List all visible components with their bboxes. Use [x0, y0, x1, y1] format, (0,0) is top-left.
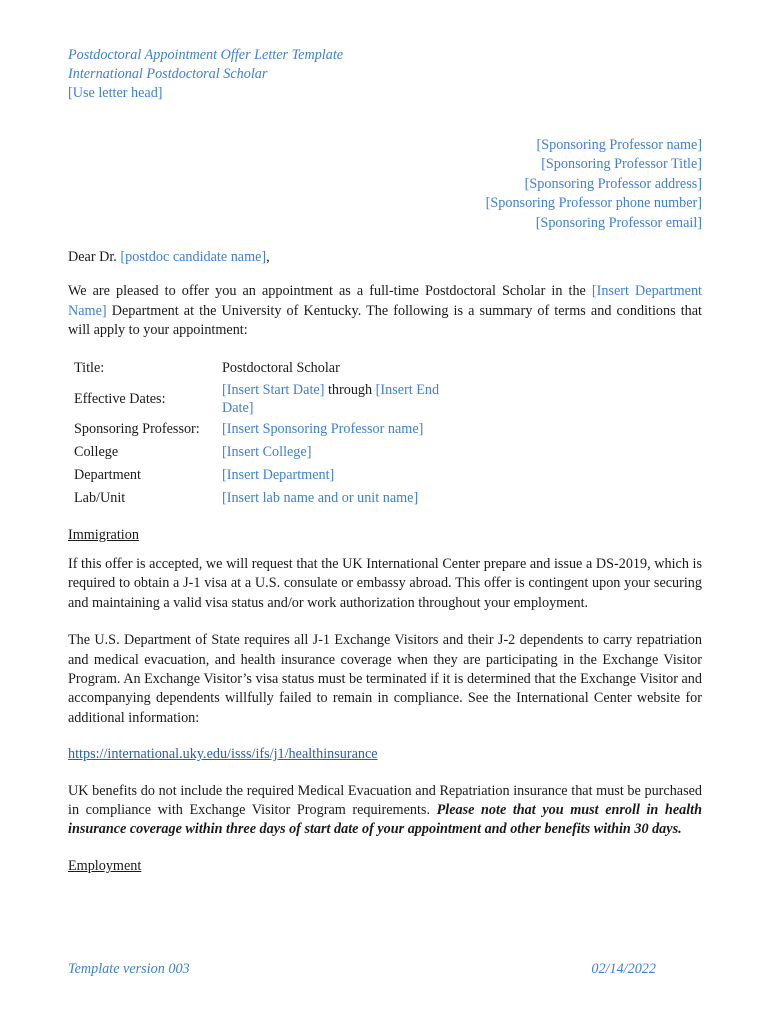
- end-date-placeholder: [Insert End Date]: [222, 381, 440, 416]
- dates-label: Effective Dates:: [74, 390, 166, 407]
- title-label: Title:: [74, 360, 105, 377]
- terms-row-department: [74, 464, 462, 487]
- intro-text-1: We are pleased to offer you an appointment as a full-time Postdoctoral Scholar in the: [68, 283, 592, 300]
- terms-table: [74, 357, 462, 510]
- sender-title: [Sponsoring Professor Title]: [541, 156, 702, 173]
- terms-row-lab: [74, 487, 462, 510]
- letter-page: [68, 46, 702, 876]
- benefits-text: UK benefits do not include the required Medical Evacuation and Repatriation insurance that must be purchased in compliance with Exchange Visitor Program requirements.: [68, 782, 702, 819]
- terms-row-title: [74, 357, 462, 380]
- page-footer: [68, 960, 656, 979]
- immigration-heading: Immigration: [68, 526, 139, 543]
- intro-paragraph: [68, 282, 702, 340]
- department-label: Department: [74, 467, 141, 484]
- lab-label: Lab/Unit: [74, 490, 126, 507]
- sender-name: [Sponsoring Professor name]: [536, 137, 702, 153]
- start-date-placeholder: [Insert Start Date]: [222, 381, 325, 398]
- sender-phone: [Sponsoring Professor phone number]: [485, 195, 702, 212]
- dates-value: [222, 380, 462, 418]
- college-label: College: [74, 444, 119, 461]
- immigration-paragraph-2: The U.S. Department of State requires all J-1 Exchange Visitors and their J-2 dependents to carry repatriation and medical evacuation, and health insurance coverage when they are participating in the Exchange Visitor Program. An Exchange Visitor’s visa status must be terminated if it is determined that the Exchange Visitor and accompanying dependents willfully failed to remain in compliance. See the International Center website for additional information:: [68, 632, 702, 726]
- college-value: [Insert College]: [222, 444, 312, 461]
- sender-address-block: [68, 136, 702, 233]
- through-text: through: [324, 381, 376, 398]
- terms-row-college: [74, 441, 462, 464]
- template-version: Template version 003: [68, 961, 190, 977]
- immigration-paragraph-1: If this offer is accepted, we will request that the UK International Center prepare and issue a DS-2019, which is required to obtain a J-1 visa at a U.S. consulate or embassy abroad. This offer is contingent upon your securing and maintaining a valid visa status and/or work authorization throughout your employment.: [68, 555, 702, 611]
- lab-value: [Insert lab name and or unit name]: [222, 490, 419, 507]
- sender-email: [Sponsoring Professor email]: [535, 214, 702, 231]
- title-value: Postdoctoral Scholar: [222, 360, 340, 377]
- professor-value: [Insert Sponsoring Professor name]: [222, 421, 424, 438]
- department-value: [Insert Department]: [222, 467, 335, 484]
- department-name-placeholder: [Insert Department Name]: [68, 283, 702, 319]
- candidate-name-placeholder: [postdoc candidate name]: [120, 248, 267, 265]
- template-date: 02/14/2022: [591, 961, 656, 977]
- salutation-prefix: Dear Dr.: [68, 248, 121, 265]
- intro-text-2: Department at the University of Kentucky. The following is a summary of terms and conditions that will apply to your appointment:: [68, 302, 702, 339]
- employment-heading: Employment: [68, 857, 142, 874]
- salutation-suffix: ,: [266, 248, 270, 265]
- terms-row-dates: [74, 380, 462, 418]
- health-insurance-link[interactable]: https://international.uky.edu/isss/ifs/j1/healthinsurance: [68, 746, 378, 763]
- benefits-emphasis: Please note that you must enroll in health insurance coverage within three days of start date of your appointment and other benefits within 30 days.: [68, 802, 702, 838]
- professor-label: Sponsoring Professor:: [74, 421, 200, 438]
- terms-row-professor: [74, 418, 462, 441]
- letterhead-note: [Use letter head]: [68, 85, 163, 101]
- salutation: [68, 248, 702, 267]
- template-title: Postdoctoral Appointment Offer Letter Template: [68, 47, 344, 63]
- benefits-paragraph: [68, 782, 702, 840]
- template-subtitle: International Postdoctoral Scholar: [68, 66, 268, 82]
- sender-address: [Sponsoring Professor address]: [524, 175, 702, 192]
- template-header: [68, 46, 702, 103]
